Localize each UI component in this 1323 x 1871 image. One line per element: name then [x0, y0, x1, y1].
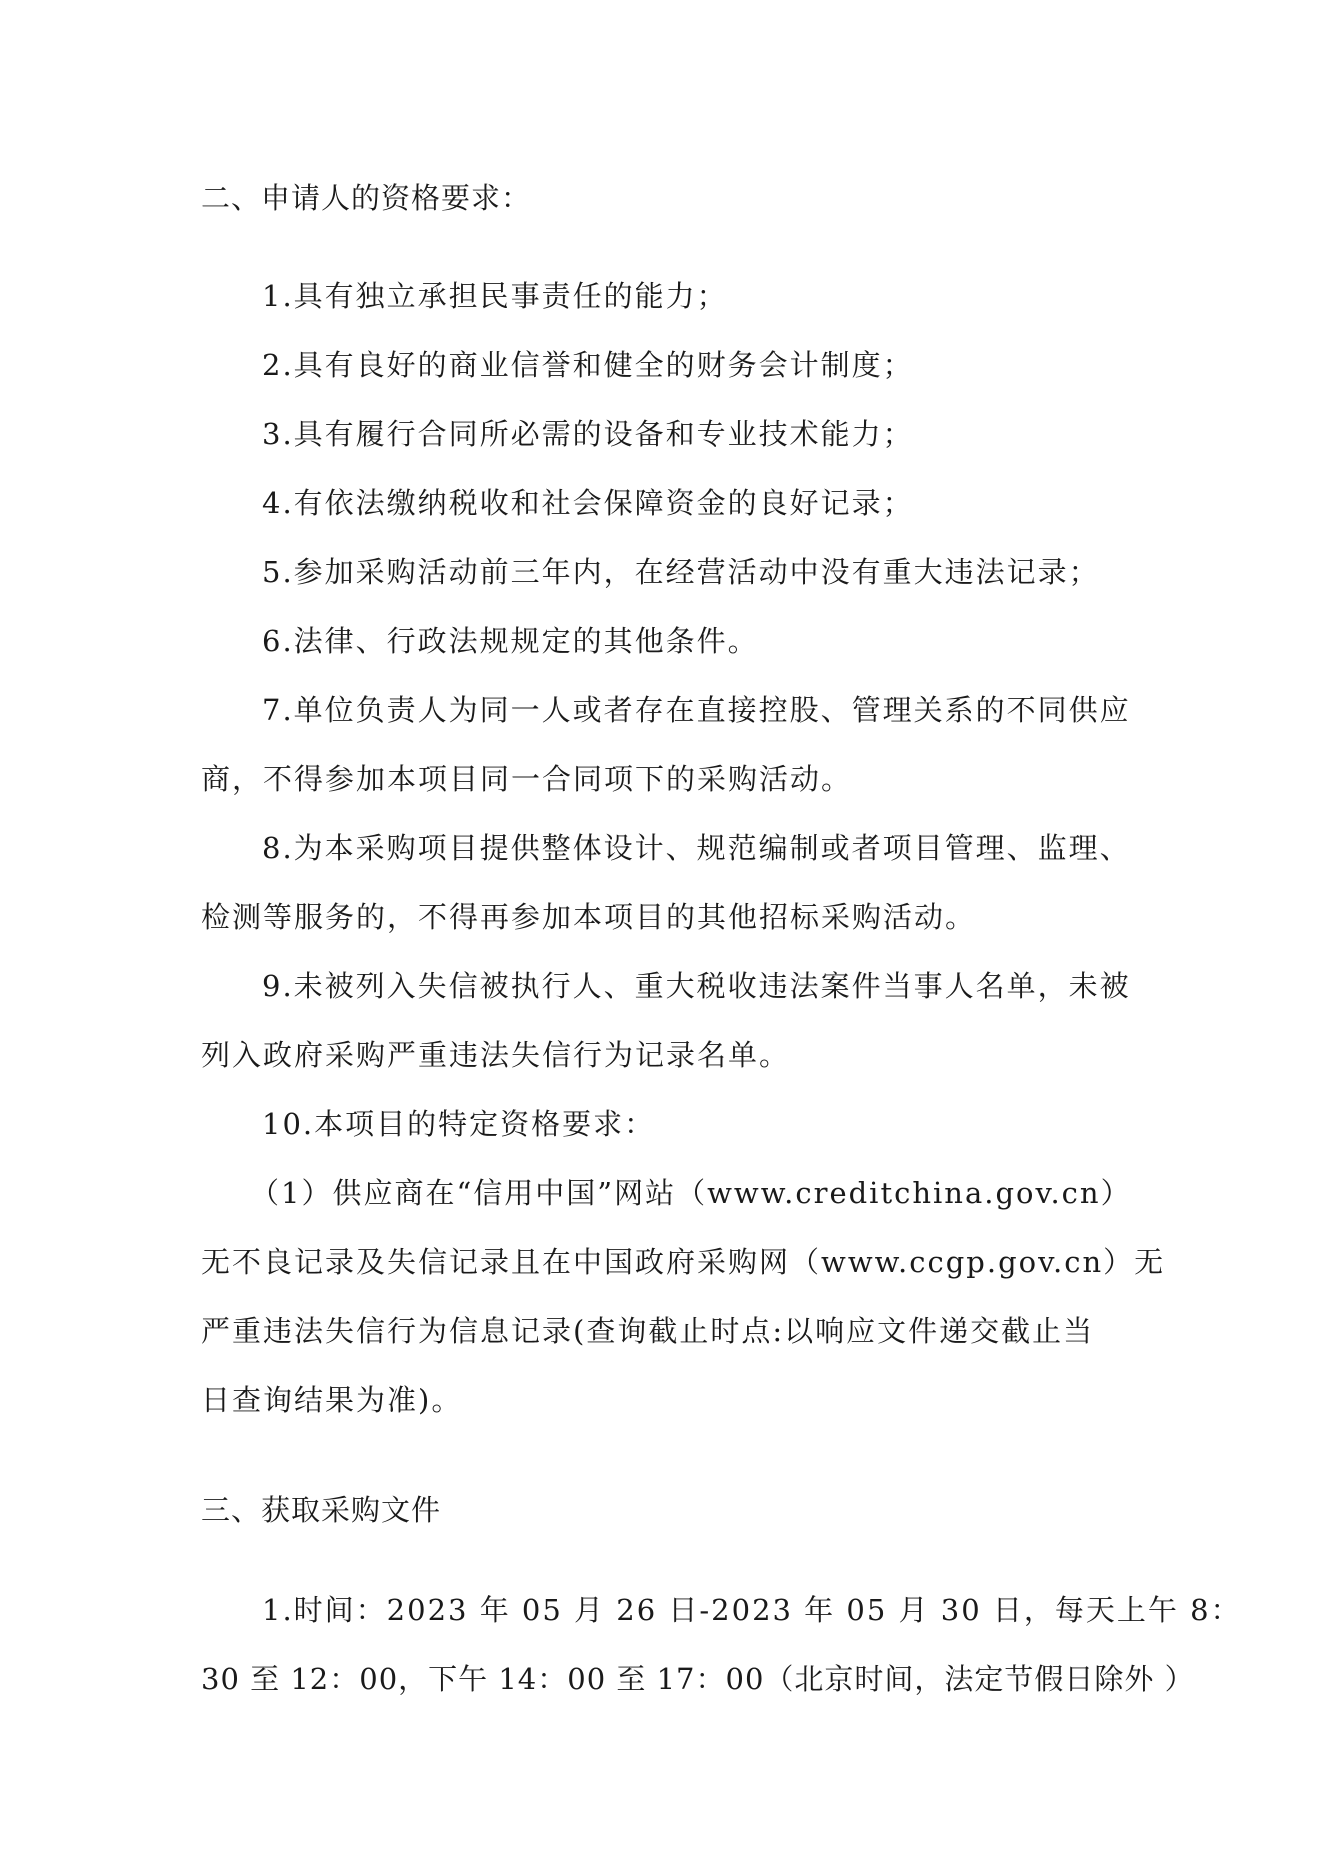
section-3-heading: 三、获取采购文件	[201, 1493, 442, 1527]
requirement-8-line-1: 8.为本采购项目提供整体设计、规范编制或者项目管理、监理、	[262, 831, 1131, 865]
specific-requirement-1-line-4: 日查询结果为准)。	[201, 1383, 463, 1417]
requirement-9-line-2: 列入政府采购严重违法失信行为记录名单。	[201, 1038, 791, 1072]
time-line-1: 1.时间：2023 年 05 月 26 日-2023 年 05 月 30 日，每天上午 8：	[262, 1593, 1242, 1627]
requirement-10: 10.本项目的特定资格要求：	[262, 1107, 656, 1141]
requirement-7-line-2: 商，不得参加本项目同一合同项下的采购活动。	[201, 762, 853, 796]
specific-requirement-1-line-2: 无不良记录及失信记录且在中国政府采购网（www.ccgp.gov.cn）无	[201, 1245, 1166, 1279]
requirement-3: 3.具有履行合同所必需的设备和专业技术能力；	[262, 417, 914, 451]
requirement-8-line-2: 检测等服务的，不得再参加本项目的其他招标采购活动。	[201, 900, 977, 934]
requirement-5: 5.参加采购活动前三年内，在经营活动中没有重大违法记录；	[262, 555, 1100, 589]
requirement-1: 1.具有独立承担民事责任的能力；	[262, 279, 728, 313]
requirement-4: 4.有依法缴纳税收和社会保障资金的良好记录；	[262, 486, 914, 520]
requirement-9-line-1: 9.未被列入失信被执行人、重大税收违法案件当事人名单，未被	[262, 969, 1131, 1003]
requirement-7-line-1: 7.单位负责人为同一人或者存在直接控股、管理关系的不同供应	[262, 693, 1131, 727]
requirement-6: 6.法律、行政法规规定的其他条件。	[262, 624, 759, 658]
specific-requirement-1-line-3: 严重违法失信行为信息记录(查询截止时点:以响应文件递交截止当	[201, 1314, 1095, 1348]
requirement-2: 2.具有良好的商业信誉和健全的财务会计制度；	[262, 348, 914, 382]
section-2-heading: 二、申请人的资格要求：	[201, 181, 532, 215]
specific-requirement-1-line-1: （1）供应商在“信用中国”网站（www.creditchina.gov.cn）	[250, 1176, 1132, 1210]
time-line-2: 30 至 12：00，下午 14：00 至 17：00（北京时间，法定节假日除外 ）	[201, 1662, 1195, 1696]
